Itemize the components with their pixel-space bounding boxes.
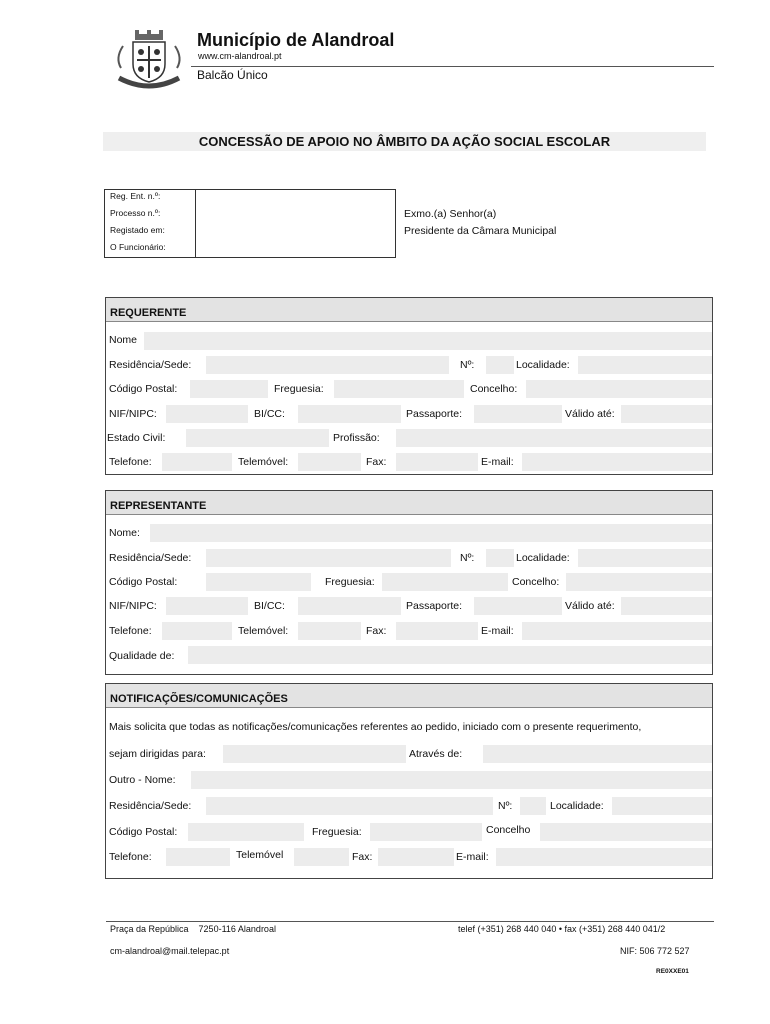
requerente-header: REQUERENTE	[106, 298, 712, 322]
req-bi-label: BI/CC:	[254, 408, 285, 420]
notif-dirigidas-field[interactable]	[223, 745, 406, 763]
notif-atraves-field[interactable]	[483, 745, 712, 763]
rep-nif-field[interactable]	[166, 597, 248, 615]
rep-qualidade-label: Qualidade de:	[109, 650, 175, 662]
notif-fax-field[interactable]	[378, 848, 454, 866]
req-freguesia-label: Freguesia:	[274, 383, 324, 395]
registry-divider	[195, 190, 196, 257]
rep-residencia-field[interactable]	[206, 549, 451, 567]
registry-date-label: Registado em:	[110, 225, 165, 235]
req-telemovel-label: Telemóvel:	[238, 456, 289, 468]
req-localidade-label: Localidade:	[516, 359, 570, 371]
notif-telefone-field[interactable]	[166, 848, 230, 866]
rep-localidade-label: Localidade:	[516, 552, 570, 564]
req-codigo-postal-label: Código Postal:	[109, 383, 178, 395]
rep-email-field[interactable]	[522, 622, 712, 640]
registry-clerk-label: O Funcionário:	[110, 242, 166, 252]
footer-nif: NIF: 506 772 527	[620, 946, 690, 956]
req-nif-label: NIF/NIPC:	[109, 408, 157, 420]
notif-atraves-label: Através de:	[409, 748, 463, 760]
notificacoes-section	[105, 683, 713, 879]
footer-phone: telef (+351) 268 440 040 • fax (+351) 268 440 041/2	[458, 924, 666, 934]
rep-valido-label: Válido até:	[565, 600, 615, 612]
rep-concelho-field[interactable]	[566, 573, 712, 591]
rep-valido-field[interactable]	[621, 597, 712, 615]
notificacoes-header: NOTIFICAÇÕES/COMUNICAÇÕES	[106, 684, 712, 708]
registry-process-label: Processo n.º:	[110, 208, 161, 218]
rep-fax-label: Fax:	[366, 625, 387, 637]
req-passaporte-label: Passaporte:	[406, 408, 463, 420]
rep-numero-field[interactable]	[486, 549, 514, 567]
form-code: RE0XXE01	[656, 968, 689, 975]
notif-email-label: E-mail:	[456, 851, 489, 863]
registry-entry-label: Reg. Ent. n.º:	[110, 191, 161, 201]
req-codigo-postal-field[interactable]	[190, 380, 268, 398]
municipality-url[interactable]: www.cm-alandroal.pt	[198, 51, 282, 61]
req-nome-field[interactable]	[144, 332, 712, 350]
notif-email-field[interactable]	[496, 848, 712, 866]
notif-freguesia-label: Freguesia:	[312, 826, 362, 838]
notif-localidade-field[interactable]	[612, 797, 712, 815]
addressee-title: Presidente da Câmara Municipal	[404, 225, 557, 237]
req-estado-civil-label: Estado Civil:	[107, 432, 166, 444]
req-email-field[interactable]	[522, 453, 712, 471]
req-passaporte-field[interactable]	[474, 405, 562, 423]
notif-fax-label: Fax:	[352, 851, 373, 863]
rep-telemovel-label: Telemóvel:	[238, 625, 289, 637]
service-name: Balcão Único	[197, 68, 268, 82]
req-freguesia-field[interactable]	[334, 380, 464, 398]
req-nome-label: Nome	[109, 334, 138, 346]
municipality-name: Município de Alandroal	[197, 30, 395, 50]
notif-outro-field[interactable]	[191, 771, 712, 789]
rep-codigo-postal-field[interactable]	[206, 573, 311, 591]
rep-nif-label: NIF/NIPC:	[109, 600, 157, 612]
rep-freguesia-field[interactable]	[382, 573, 508, 591]
rep-localidade-field[interactable]	[578, 549, 712, 567]
rep-passaporte-field[interactable]	[474, 597, 562, 615]
municipal-crest-logo	[113, 28, 185, 92]
req-numero-label: Nº:	[460, 359, 475, 371]
rep-residencia-label: Residência/Sede:	[109, 552, 192, 564]
rep-bi-label: BI/CC:	[254, 600, 285, 612]
requerente-section	[105, 297, 713, 475]
req-telemovel-field[interactable]	[298, 453, 361, 471]
req-valido-field[interactable]	[621, 405, 712, 423]
header-divider	[191, 66, 714, 67]
notif-concelho-field[interactable]	[540, 823, 712, 841]
req-residencia-label: Residência/Sede:	[109, 359, 192, 371]
rep-telemovel-field[interactable]	[298, 622, 361, 640]
notif-codigo-postal-field[interactable]	[188, 823, 304, 841]
req-concelho-field[interactable]	[526, 380, 712, 398]
notif-numero-label: Nº:	[498, 800, 513, 812]
notif-intro-text: Mais solicita que todas as notificações/comunicações referentes ao pedido, iniciado com o presente requerimento,	[109, 721, 642, 733]
notif-telemovel-field[interactable]	[294, 848, 349, 866]
footer-address: Praça da República 7250-116 Alandroal	[110, 924, 276, 934]
notif-numero-field[interactable]	[520, 797, 546, 815]
footer-email[interactable]: cm-alandroal@mail.telepac.pt	[110, 946, 230, 956]
rep-nome-field[interactable]	[150, 524, 712, 542]
req-email-label: E-mail:	[481, 456, 514, 468]
req-valido-label: Válido até:	[565, 408, 615, 420]
rep-qualidade-field[interactable]	[188, 646, 712, 664]
notif-freguesia-field[interactable]	[370, 823, 482, 841]
rep-bi-field[interactable]	[298, 597, 401, 615]
rep-email-label: E-mail:	[481, 625, 514, 637]
req-localidade-field[interactable]	[578, 356, 712, 374]
req-telefone-label: Telefone:	[109, 456, 152, 468]
req-profissao-label: Profissão:	[333, 432, 380, 444]
req-residencia-field[interactable]	[206, 356, 449, 374]
document-title: CONCESSÃO DE APOIO NO ÂMBITO DA AÇÃO SOCIAL ESCOLAR	[103, 132, 706, 151]
req-estado-civil-field[interactable]	[186, 429, 329, 447]
representante-header: REPRESENTANTE	[106, 491, 712, 515]
notif-outro-label: Outro - Nome:	[109, 774, 176, 786]
representante-section	[105, 490, 713, 675]
rep-telefone-field[interactable]	[162, 622, 232, 640]
notif-localidade-label: Localidade:	[550, 800, 604, 812]
notif-dirigidas-label: sejam dirigidas para:	[109, 748, 206, 760]
rep-nome-label: Nome:	[109, 527, 140, 539]
notif-telemovel-label: Telemóvel	[236, 849, 284, 861]
req-nif-field[interactable]	[166, 405, 248, 423]
rep-codigo-postal-label: Código Postal:	[109, 576, 178, 588]
rep-passaporte-label: Passaporte:	[406, 600, 463, 612]
footer-divider	[106, 921, 714, 922]
req-fax-field[interactable]	[396, 453, 478, 471]
req-telefone-field[interactable]	[162, 453, 232, 471]
req-bi-field[interactable]	[298, 405, 401, 423]
notif-codigo-postal-label: Código Postal:	[109, 826, 178, 838]
req-fax-label: Fax:	[366, 456, 387, 468]
req-profissao-field[interactable]	[396, 429, 712, 447]
notif-telefone-label: Telefone:	[109, 851, 152, 863]
notif-residencia-field[interactable]	[206, 797, 493, 815]
rep-numero-label: Nº:	[460, 552, 475, 564]
addressee-salutation: Exmo.(a) Senhor(a)	[404, 208, 497, 220]
rep-telefone-label: Telefone:	[109, 625, 152, 637]
rep-fax-field[interactable]	[396, 622, 478, 640]
notif-residencia-label: Residência/Sede:	[109, 800, 192, 812]
registry-box	[104, 189, 396, 258]
rep-concelho-label: Concelho:	[512, 576, 560, 588]
req-numero-field[interactable]	[486, 356, 514, 374]
notif-concelho-label: Concelho	[486, 824, 531, 836]
rep-freguesia-label: Freguesia:	[325, 576, 375, 588]
req-concelho-label: Concelho:	[470, 383, 518, 395]
